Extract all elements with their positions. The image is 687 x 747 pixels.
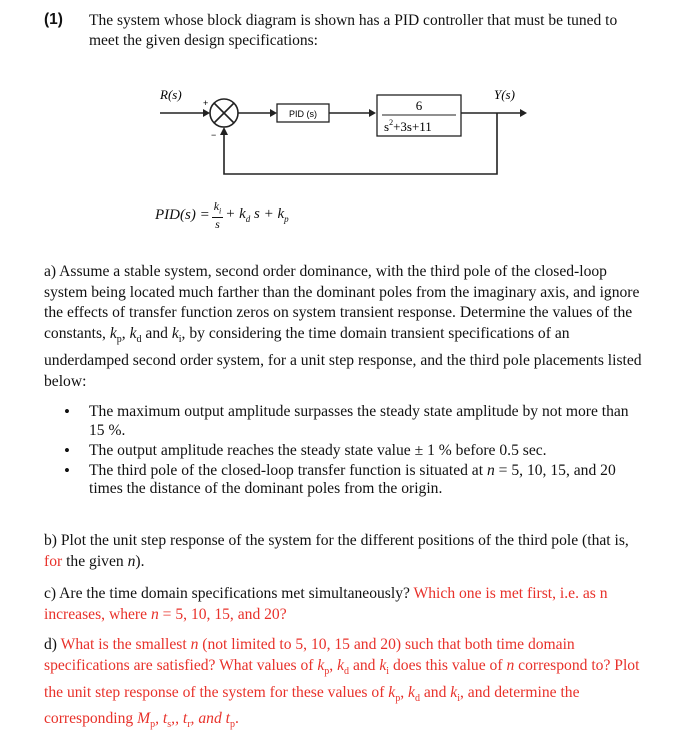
part-b-text: b) Plot the unit step response of the system for the different positions of the third pole (that is, for the given n). bbox=[44, 532, 629, 570]
part-a-text: a) Assume a stable system, second order dominance, with the third pole of the closed-loop system being located much farther than the dominant poles from the imaginary axis, and ignore the effects of transfer function zeros on system transient response. Determine the values of the constants, $k_p$, $k_d$ and $k_i$, by considering the time domain transient specifications of an underdamped second order system, for a unit step response, and the third pole placements listed below: bbox=[44, 263, 642, 390]
plant-numerator: 6 bbox=[415, 98, 423, 113]
pid-eq-fraction: $\frac{k_i}{s}$ bbox=[213, 199, 222, 232]
input-label: R(s) bbox=[160, 87, 182, 102]
plant-den-rest: +3s+11 bbox=[393, 119, 432, 134]
plus-sign: + bbox=[203, 98, 209, 108]
output-label: Y(s) bbox=[494, 87, 515, 102]
plant-den-exp: 2 bbox=[389, 118, 394, 127]
part-c-text: c) Are the time domain specifications met simultaneously? Which one is met first, i.e. as n increases, where n = 5, 10, 15, and 20? bbox=[44, 585, 608, 623]
list-item: • The output amplitude reaches the steady state value ± 1 % before 0.5 sec. bbox=[62, 442, 642, 461]
pid-block-label: PID (s) bbox=[289, 109, 317, 119]
question-number: (1) bbox=[44, 11, 63, 28]
question-intro: The system whose block diagram is shown has a PID controller that must be tuned to meet the given design specifications: bbox=[89, 12, 618, 49]
minus-sign: − bbox=[211, 130, 217, 140]
pid-eq-kp-term: $s + k_p$ bbox=[254, 206, 289, 225]
list-item: • The maximum output amplitude surpasses the steady state amplitude by not more than 15 %. bbox=[62, 403, 642, 440]
pid-equation bbox=[155, 200, 289, 230]
pid-eq-lhs: PID(s) = bbox=[155, 206, 210, 223]
output-arrowhead bbox=[520, 109, 527, 117]
list-item: • The third pole of the closed-loop transfer function is situated at n = 5, 10, 15, and 20 times the distance of the dominant poles from the origin. bbox=[62, 462, 642, 499]
part-d-text: d) What is the smallest n (not limited to 5, 10, 15 and 20) such that both time domain specifications are satisfied? What values of $k_p$, $k_d$ and $k_i$ does this value of n correspond to? Plot the unit step response of the system for these values of $k_p$, $k_d$ and $k_i$, and determine the corresponding $M_p$, $t_s$,, $t_r$, and $t_p$. bbox=[44, 636, 640, 731]
input-arrowhead bbox=[203, 109, 210, 117]
plant-den-s: s bbox=[384, 119, 390, 134]
block-diagram bbox=[140, 82, 540, 182]
pid-eq-kd-term: + $k_d$ bbox=[225, 206, 251, 225]
specifications-list bbox=[62, 403, 642, 500]
